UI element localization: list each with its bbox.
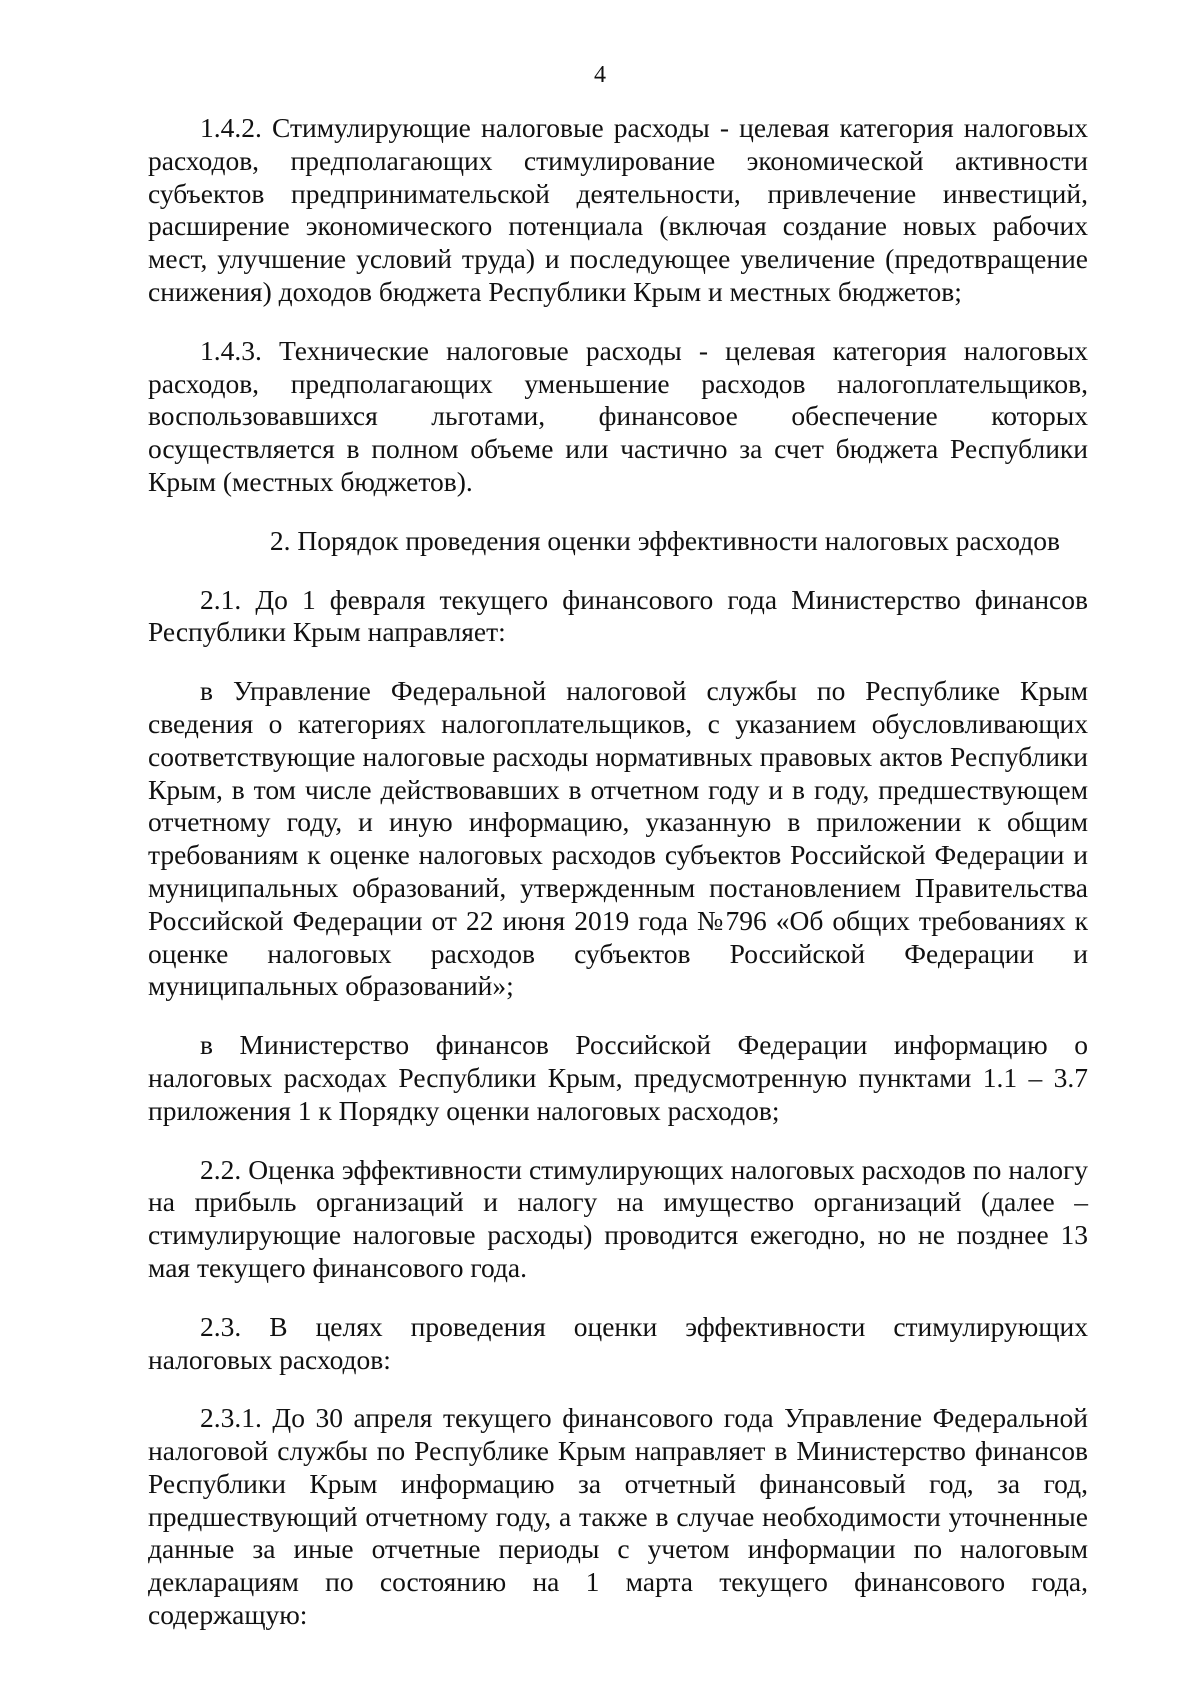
paragraph-2-3-1: 2.3.1. До 30 апреля текущего финансового года Управление Федеральной налоговой службы по Республике Крым направляет в Министерство финансов Республики Крым информацию за отчетный финансовый год, за год, предшествующий отчетному году, а также в случае необходимости уточненные данные за иные отчетные периоды с учетом информации по налоговым декларациям по состоянию на 1 марта текущего финансового года, содержащую:: [148, 1402, 1088, 1631]
paragraph-2-1-a: в Управление Федеральной налоговой службы по Республике Крым сведения о категориях налогоплательщиков, с указанием обусловливающих соответствующие налоговые расходы нормативных правовых актов Республики Крым, в том числе действовавших в отчетном году и в году, предшествующем отчетному году, и иную информацию, указанную в приложении к общим требованиям к оценке налоговых расходов субъектов Российской Федерации и муниципальных образований, утвержденным постановлением Правительства Российской Федерации от 22 июня 2019 года №796 «Об общих требованиях к оценке налоговых расходов субъектов Российской Федерации и муниципальных образований»;: [148, 675, 1088, 1002]
page-number: 4: [594, 62, 606, 88]
paragraph-2-2: 2.2. Оценка эффективности стимулирующих налоговых расходов по налогу на прибыль организаций и налогу на имущество организаций (далее – стимулирующие налоговые расходы) проводится ежегодно, но не позднее 13 мая текущего финансового года.: [148, 1153, 1088, 1283]
paragraph-1-4-2: 1.4.2. Стимулирующие налоговые расходы - целевая категория налоговых расходов, предполагающих стимулирование экономической активности субъектов предпринимательской деятельности, привлечение инвестиций, расширение экономического потенциала (включая создание новых рабочих мест, улучшение условий труда) и последующее увеличение (предотвращение снижения) доходов бюджета Республики Крым и местных бюджетов;: [148, 112, 1088, 307]
paragraph-2-1-b: в Министерство финансов Российской Федерации информацию о налоговых расходах Республики Крым, предусмотренную пунктами 1.1 – 3.7 приложения 1 к Порядку оценки налоговых расходов;: [148, 1029, 1088, 1126]
paragraph-2-1: 2.1. До 1 февраля текущего финансового года Министерство финансов Республики Крым направляет:: [148, 583, 1088, 648]
section-heading: 2. Порядок проведения оценки эффективности налоговых расходов: [269, 524, 1060, 556]
paragraph-1-4-3: 1.4.3. Технические налоговые расходы - целевая категория налоговых расходов, предполагающих уменьшение расходов налогоплательщиков, воспользовавшихся льготами, финансовое обеспечение которых осуществляется в полном объеме или частично за счет бюджета Республики Крым (местных бюджетов).: [148, 334, 1088, 497]
document-body: [148, 112, 1088, 1632]
paragraph-2-3: 2.3. В целях проведения оценки эффективности стимулирующих налоговых расходов:: [148, 1310, 1088, 1375]
